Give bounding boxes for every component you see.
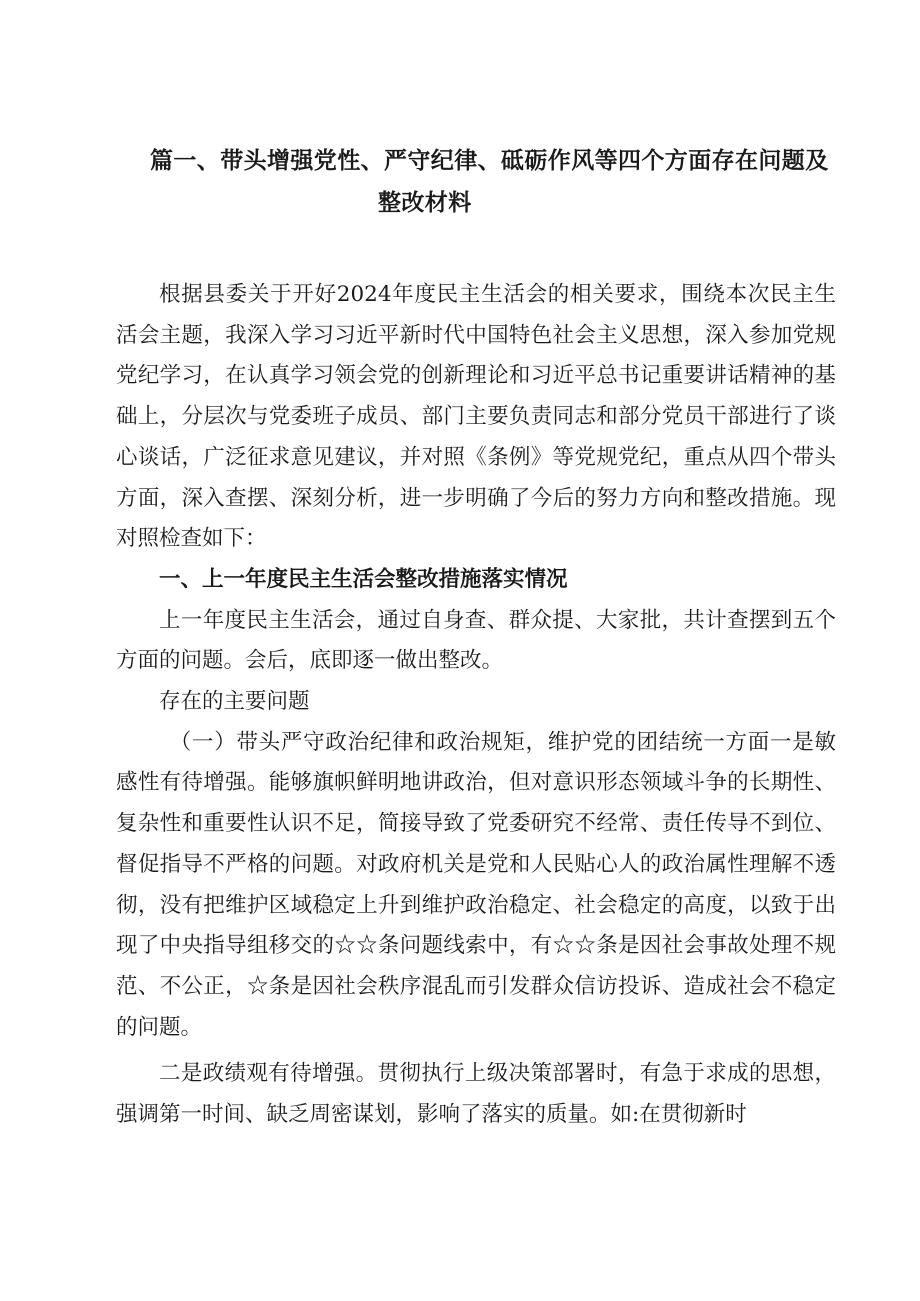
document-title <box>150 140 850 224</box>
issue-2-paragraph: 二是政绩观有待增强。贯彻执行上级决策部署时，有急于求成的思想，强调第一时间、缺乏周密谋划，影响了落实的质量。如:在贯彻新时 <box>116 1061 836 1128</box>
issue-1-paragraph: （一）带头严守政治纪律和政治规矩，维护党的团结统一方面一是敏感性有待增强。能够旗帜鲜明地讲政治，但对意识形态领域斗争的长期性、复杂性和重要性认识不足，简接导致了党委研究不经常、责任传导不到位、督促指导不严格的问题。对政府机关是党和人民贴心人的政治属性理解不透彻，没有把维护区域稳定上升到维护政治稳定、社会稳定的高度，以致于出现了中央指导组移交的☆☆条问题线索中，有☆☆条是因社会事故处理不规范、不公正，☆条是因社会秩序混乱而引发群众信访投诉、造成社会不稳定的问题。 <box>116 729 836 1040</box>
section-1-heading: 一、上一年度民主生活会整改措施落实情况 <box>159 566 568 592</box>
main-issues-label: 存在的主要问题 <box>159 689 310 715</box>
title-line-1: 篇一、带头增强党性、严守纪律、砥砺作风等四个方面存在问题及 <box>150 148 829 174</box>
section-1-paragraph: 上一年度民主生活会，通过自身查、群众提、大家批，共计查摆到五个方面的问题。会后，底即逐一做出整改。 <box>116 607 836 674</box>
document-body <box>116 275 836 1136</box>
title-line-2: 整改材料 <box>378 190 472 216</box>
intro-paragraph: 根据县委关于开好2024年度民主生活会的相关要求，围绕本次民主生活会主题，我深入学习习近平新时代中国特色社会主义思想，深入参加党规党纪学习，在认真学习领会党的创新理论和习近平总书记重要讲话精神的基础上，分层次与党委班子成员、部门主要负责同志和部分党员干部进行了谈心谈话，广泛征求意见建议，并对照《条例》等党规党纪，重点从四个带头方面，深入查摆、深刻分析，进一步明确了今后的努力方向和整改措施。现对照检查如下： <box>116 282 836 552</box>
